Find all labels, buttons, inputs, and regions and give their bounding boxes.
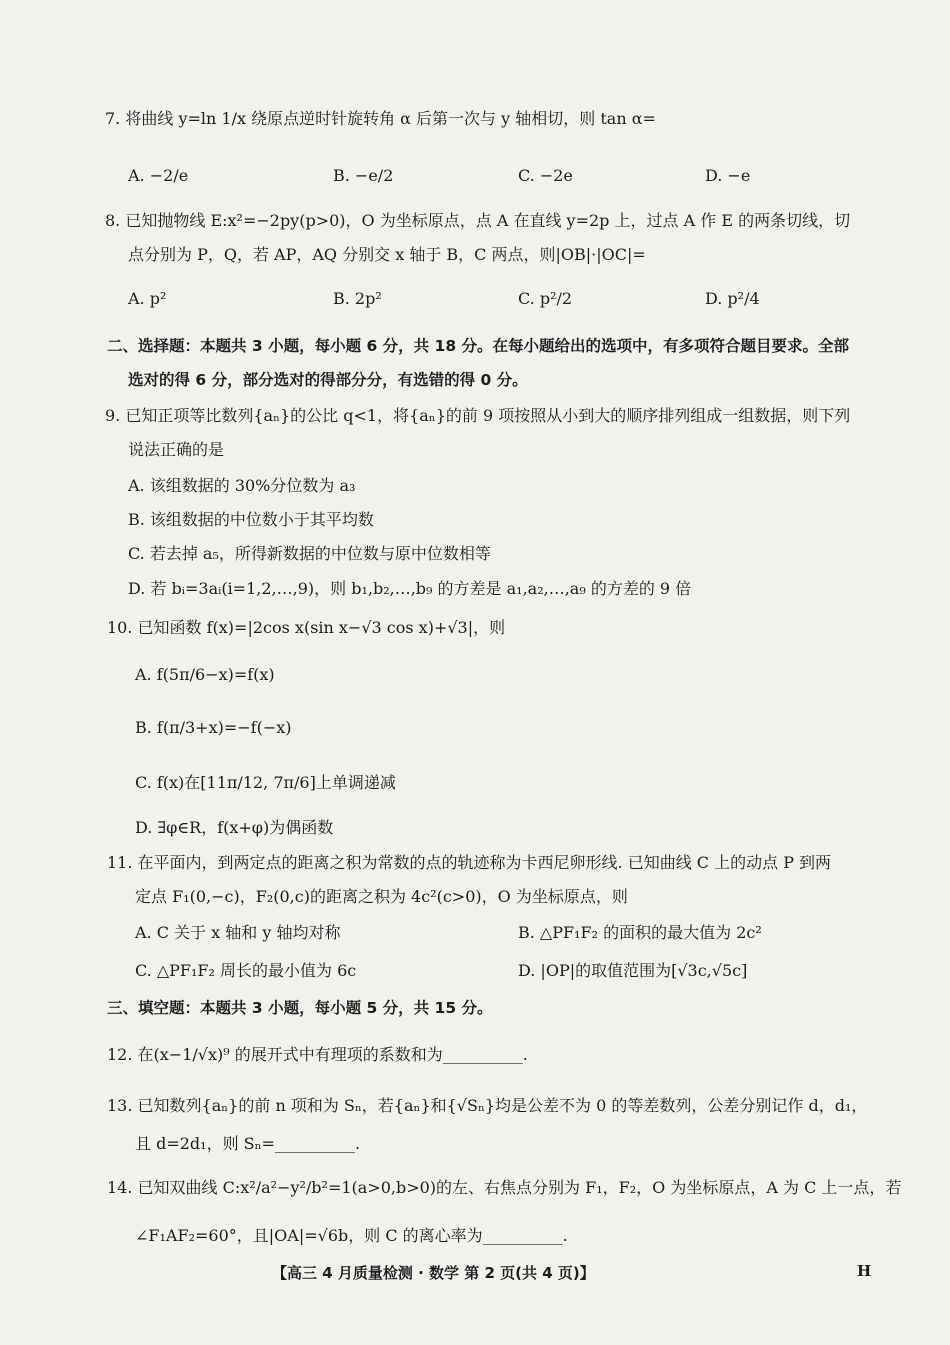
footer-title: 【高三 4 月质量检测 · 数学 第 2 页(共 4 页)】 [272,1264,595,1282]
q8-stem-line2: 点分别为 P，Q，若 AP，AQ 分别交 x 轴于 B，C 两点，则|OB|·|OC|= [128,245,646,264]
q11-option-d: D. |OP|的取值范围为[√3c,√5c] [518,961,748,980]
q11-stem-line1: 11. 在平面内，到两定点的距离之积为常数的点的轨迹称为卡西尼卵形线. 已知曲线 C 上的动点 P 到两 [107,853,832,872]
section2-heading-line2: 选对的得 6 分，部分选对的得部分分，有选错的得 0 分。 [128,371,528,389]
q7-option-a: A. −2/e [128,166,189,185]
q8-option-b: B. 2p² [333,289,382,308]
q10-option-d: D. ∃φ∈R，f(x+φ)为偶函数 [135,818,334,837]
q10-option-c: C. f(x)在[11π/12, 7π/6]上单调递减 [135,773,396,792]
q9-stem-line1: 9. 已知正项等比数列{aₙ}的公比 q<1，将{aₙ}的前 9 项按照从小到大的顺序排列组成一组数据，则下列 [105,406,851,425]
q11-option-b: B. △PF₁F₂ 的面积的最大值为 2c² [518,923,762,942]
q10-stem: 10. 已知函数 f(x)=|2cos x(sin x−√3 cos x)+√3|，则 [107,618,506,637]
q10-option-a: A. f(5π/6−x)=f(x) [135,665,275,684]
q10-option-b: B. f(π/3+x)=−f(−x) [135,718,292,737]
q7-option-b: B. −e/2 [333,166,394,185]
q8-stem-line1: 8. 已知抛物线 E:x²=−2py(p>0)，O 为坐标原点，点 A 在直线 y=2p 上，过点 A 作 E 的两条切线，切 [105,211,851,230]
section2-heading-line1: 二、选择题：本题共 3 小题，每小题 6 分，共 18 分。在每小题给出的选项中，有多项符合题目要求。全部 [107,337,850,355]
q7-option-d: D. −e [705,166,751,185]
q8-option-d: D. p²/4 [705,289,760,308]
q9-option-a: A. 该组数据的 30%分位数为 a₃ [128,476,356,495]
q13-stem-line2: 且 d=2d₁，则 Sₙ=__________. [135,1134,361,1153]
q14-stem-line1: 14. 已知双曲线 C:x²/a²−y²/b²=1(a>0,b>0)的左、右焦点分别为 F₁，F₂，O 为坐标原点，A 为 C 上一点，若 [107,1178,902,1197]
q14-stem-line2: ∠F₁AF₂=60°，且|OA|=√6b，则 C 的离心率为__________. [135,1226,568,1245]
q13-stem-line1: 13. 已知数列{aₙ}的前 n 项和为 Sₙ，若{aₙ}和{√Sₙ}均是公差不为 0 的等差数列，公差分别记作 d，d₁， [107,1096,868,1115]
footer-code: H [857,1262,872,1280]
q11-option-a: A. C 关于 x 轴和 y 轴均对称 [135,923,341,942]
q7-option-c: C. −2e [518,166,573,185]
q7-stem: 7. 将曲线 y=ln 1/x 绕原点逆时针旋转角 α 后第一次与 y 轴相切，则 tan α= [105,109,656,128]
q9-option-c: C. 若去掉 a₅，所得新数据的中位数与原中位数相等 [128,544,491,563]
q9-stem-line2: 说法正确的是 [128,440,225,459]
q8-option-c: C. p²/2 [518,289,573,308]
q8-option-a: A. p² [128,289,167,308]
q9-option-d: D. 若 bᵢ=3aᵢ(i=1,2,…,9)，则 b₁,b₂,…,b₉ 的方差是 a₁,a₂,…,a₉ 的方差的 9 倍 [128,579,692,598]
q11-option-c: C. △PF₁F₂ 周长的最小值为 6c [135,961,357,980]
q12-stem: 12. 在(x−1/√x)⁹ 的展开式中有理项的系数和为__________. [107,1045,528,1064]
q9-option-b: B. 该组数据的中位数小于其平均数 [128,510,374,529]
q11-stem-line2: 定点 F₁(0,−c)，F₂(0,c)的距离之积为 4c²(c>0)，O 为坐标原点，则 [135,887,628,906]
section3-heading: 三、填空题：本题共 3 小题，每小题 5 分，共 15 分。 [107,999,493,1017]
